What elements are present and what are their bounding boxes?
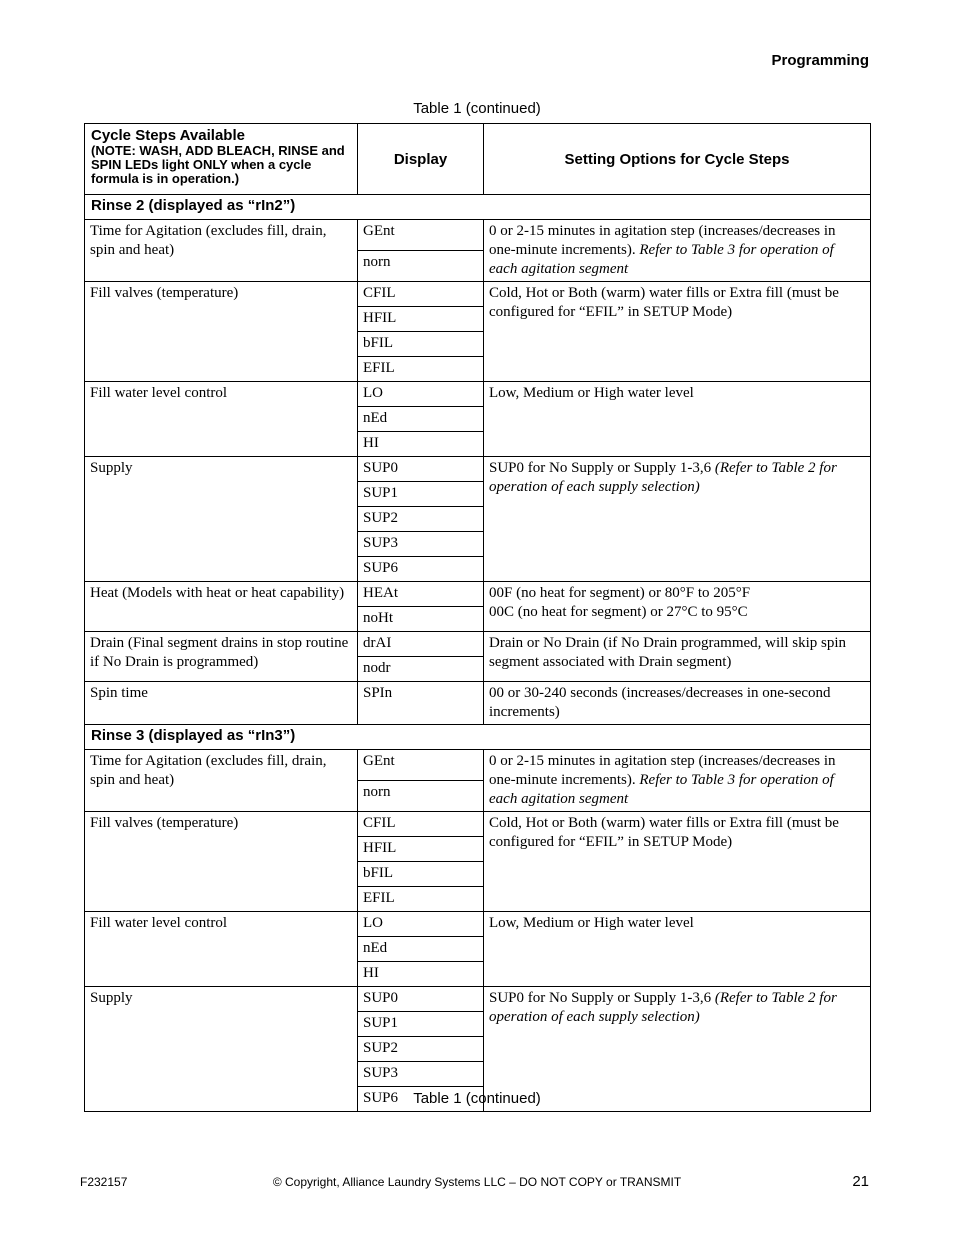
table-caption-top: Table 1 (continued) bbox=[413, 100, 541, 117]
display-code-cell: SUP0 bbox=[358, 987, 484, 1012]
cycle-step-cell: Heat (Models with heat or heat capability) bbox=[85, 582, 358, 632]
section-row bbox=[85, 725, 871, 750]
setting-option-cell bbox=[484, 812, 871, 912]
header-cycle-steps bbox=[85, 124, 358, 195]
table-row bbox=[85, 382, 871, 407]
display-code-cell: HFIL bbox=[358, 837, 484, 862]
footer-page-number: 21 bbox=[852, 1173, 869, 1190]
display-code-cell: nEd bbox=[358, 937, 484, 962]
setting-option-cell bbox=[484, 282, 871, 382]
setting-option-reference: (Refer to Table 2 for operation of each supply selection) bbox=[489, 460, 837, 495]
display-code-cell: SUP3 bbox=[358, 532, 484, 557]
table-row bbox=[85, 282, 871, 307]
display-code-cell: SPIn bbox=[358, 682, 484, 725]
cycle-step-cell: Spin time bbox=[85, 682, 358, 725]
display-code-cell: SUP1 bbox=[358, 482, 484, 507]
display-code-cell: nEd bbox=[358, 407, 484, 432]
setting-option-text: 0 or 2-15 minutes in agitation step (increases/decreases in one-minute increments). bbox=[489, 223, 836, 258]
section-row bbox=[85, 195, 871, 220]
setting-option-text: 0 or 2-15 minutes in agitation step (increases/decreases in one-minute increments). bbox=[489, 753, 836, 788]
table-row bbox=[85, 632, 871, 657]
setting-option-text: Drain or No Drain (if No Drain programmed, will skip spin segment associated with Drain segment) bbox=[489, 635, 847, 670]
display-code-cell: CFIL bbox=[358, 282, 484, 307]
display-code-cell: HFIL bbox=[358, 307, 484, 332]
section-title: Rinse 3 (displayed as “rIn3”) bbox=[85, 725, 871, 750]
table-row bbox=[85, 220, 871, 251]
display-code-cell: norn bbox=[358, 781, 484, 812]
table-row bbox=[85, 750, 871, 781]
cycle-step-cell: Time for Agitation (excludes fill, drain, spin and heat) bbox=[85, 750, 358, 812]
display-code-cell: SUP1 bbox=[358, 1012, 484, 1037]
footer-copyright: © Copyright, Alliance Laundry Systems LLC – DO NOT COPY or TRANSMIT bbox=[272, 1175, 682, 1189]
setting-option-cell bbox=[484, 750, 871, 812]
setting-option-reference: Refer to Table 3 for operation of each agitation segment bbox=[489, 772, 834, 807]
display-code-cell: bFIL bbox=[358, 862, 484, 887]
page-section-title: Programming bbox=[771, 52, 869, 69]
setting-option-reference: Refer to Table 3 for operation of each agitation segment bbox=[489, 242, 834, 277]
table-body bbox=[85, 195, 871, 1112]
table-row bbox=[85, 912, 871, 937]
display-code-cell: noHt bbox=[358, 607, 484, 632]
table-row bbox=[85, 582, 871, 607]
header-setting-options: Setting Options for Cycle Steps bbox=[484, 124, 871, 195]
display-code-cell: SUP2 bbox=[358, 1037, 484, 1062]
display-code-cell: SUP6 bbox=[358, 1087, 484, 1112]
table-row bbox=[85, 682, 871, 725]
display-code-cell: CFIL bbox=[358, 812, 484, 837]
setting-option-cell bbox=[484, 912, 871, 987]
cycle-step-cell: Time for Agitation (excludes fill, drain, spin and heat) bbox=[85, 220, 358, 282]
setting-option-cell bbox=[484, 682, 871, 725]
header-display: Display bbox=[358, 124, 484, 195]
display-code-cell: LO bbox=[358, 912, 484, 937]
cycle-step-cell: Supply bbox=[85, 987, 358, 1112]
display-code-cell: SUP3 bbox=[358, 1062, 484, 1087]
setting-option-text: Cold, Hot or Both (warm) water fills or Extra fill (must be configured for “EFIL” in SETUP Mode) bbox=[489, 285, 839, 320]
table-caption-bottom: Table 1 (continued) bbox=[413, 1090, 541, 1107]
cycle-step-cell: Fill valves (temperature) bbox=[85, 282, 358, 382]
table-row bbox=[85, 812, 871, 837]
setting-option-cell bbox=[484, 457, 871, 582]
table-header-row bbox=[85, 124, 871, 195]
setting-option-text: 00 or 30-240 seconds (increases/decreases in one-second increments) bbox=[489, 685, 831, 720]
setting-option-text: SUP0 for No Supply or Supply 1-3,6 bbox=[489, 990, 715, 1006]
display-code-cell: SUP2 bbox=[358, 507, 484, 532]
display-code-cell: HEAt bbox=[358, 582, 484, 607]
setting-option-cell bbox=[484, 582, 871, 632]
header-cycle-steps-title: Cycle Steps Available bbox=[91, 127, 245, 144]
display-code-cell: nodr bbox=[358, 657, 484, 682]
setting-option-text: SUP0 for No Supply or Supply 1-3,6 bbox=[489, 460, 715, 476]
display-code-cell: EFIL bbox=[358, 887, 484, 912]
cycle-step-cell: Fill valves (temperature) bbox=[85, 812, 358, 912]
display-code-cell: norn bbox=[358, 251, 484, 282]
setting-option-cell bbox=[484, 382, 871, 457]
display-code-cell: bFIL bbox=[358, 332, 484, 357]
section-title: Rinse 2 (displayed as “rIn2”) bbox=[85, 195, 871, 220]
cycle-steps-table bbox=[84, 123, 871, 1112]
cycle-step-cell: Fill water level control bbox=[85, 912, 358, 987]
display-code-cell: SUP0 bbox=[358, 457, 484, 482]
display-code-cell: GEnt bbox=[358, 220, 484, 251]
header-cycle-steps-note: (NOTE: WASH, ADD BLEACH, RINSE and SPIN LEDs light ONLY when a cycle formula is in operation.) bbox=[91, 143, 345, 186]
display-code-cell: LO bbox=[358, 382, 484, 407]
setting-option-text: Low, Medium or High water level bbox=[489, 385, 694, 401]
cycle-step-cell: Fill water level control bbox=[85, 382, 358, 457]
setting-option-cell bbox=[484, 632, 871, 682]
table-row bbox=[85, 457, 871, 482]
setting-option-text: Low, Medium or High water level bbox=[489, 915, 694, 931]
cycle-step-cell: Supply bbox=[85, 457, 358, 582]
setting-option-cell bbox=[484, 220, 871, 282]
table-row bbox=[85, 987, 871, 1012]
setting-option-reference: (Refer to Table 2 for operation of each supply selection) bbox=[489, 990, 837, 1025]
setting-option-text: 00F (no heat for segment) or 80°F to 205°F 00C (no heat for segment) or 27°C to 95°C bbox=[489, 585, 751, 620]
display-code-cell: HI bbox=[358, 962, 484, 987]
display-code-cell: SUP6 bbox=[358, 557, 484, 582]
cycle-step-cell: Drain (Final segment drains in stop routine if No Drain is programmed) bbox=[85, 632, 358, 682]
display-code-cell: HI bbox=[358, 432, 484, 457]
display-code-cell: drAI bbox=[358, 632, 484, 657]
setting-option-text: Cold, Hot or Both (warm) water fills or Extra fill (must be configured for “EFIL” in SETUP Mode) bbox=[489, 815, 839, 850]
display-code-cell: GEnt bbox=[358, 750, 484, 781]
footer-document-code: F232157 bbox=[80, 1175, 128, 1189]
display-code-cell: EFIL bbox=[358, 357, 484, 382]
